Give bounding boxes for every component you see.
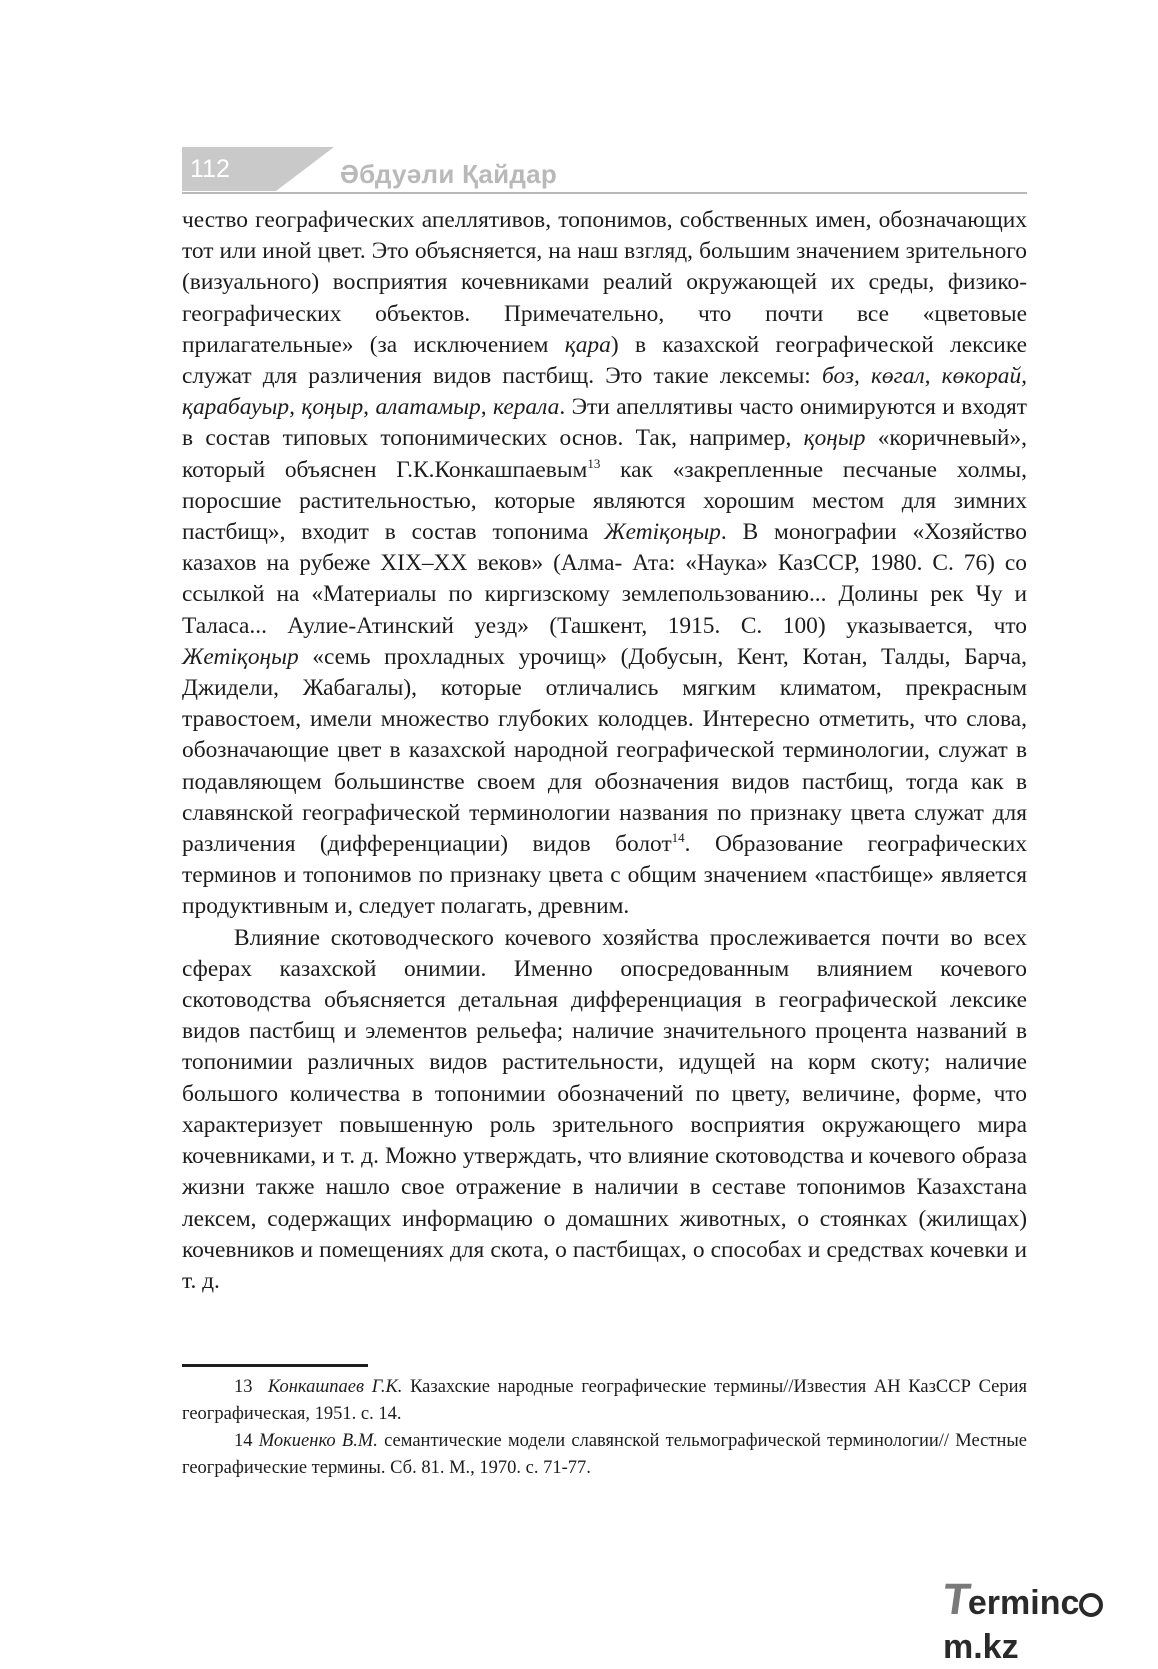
footnote-ref-13[interactable]: 13 xyxy=(587,455,601,471)
term-kara: қара xyxy=(564,331,611,358)
footnote-author: Мокиенко В.М. xyxy=(258,1431,378,1451)
lexeme-list: боз, көгал, көкорай, қарабауыр, қоңыр, алатамыр, керала xyxy=(182,363,1027,421)
toponym-zhetikonyr: Жетіқоңыр xyxy=(182,643,299,670)
footnote-ref-14[interactable]: 14 xyxy=(671,830,685,846)
footnote-13: 13 Конкашпаев Г.К. Казахские народные географические термины//Известия АН КазССР Серия географическая, 1951. с. 14. xyxy=(182,1377,1028,1424)
site-watermark: Termincm.kz xyxy=(943,1578,1143,1622)
body-text xyxy=(182,205,1027,1297)
page-number: 112 xyxy=(182,147,276,191)
footnote-14: 14 Мокиенко В.М. семантические модели славянской тельмографической терминологии// Местные географические термины. Сб. 81. М., 1970. с. 71-77. xyxy=(182,1431,1027,1478)
running-header-author: Әбдуәли Қайдар xyxy=(340,159,558,189)
header-wedge-decoration xyxy=(276,147,334,191)
magnifier-icon xyxy=(1079,1593,1103,1617)
running-header xyxy=(182,147,1027,193)
term-konyr: қоңыр xyxy=(803,425,866,452)
paragraph-1: чество географических апеллятивов, топонимов, собственных имен, обозначающих тот или иной цвет. Это объясняется, на наш взгляд, большим значением зрительного (визуального) восприятия кочевниками реалий окружающей их среды, физико-географических объектов. Примечательно, что почти все «цветовые прилагательные» (за исключением қара) в казахской географической лексике служат для различения видов пастбищ. Это такие лексемы: боз, көгал, көкорай, қарабауыр, қоңыр, алатамыр, керала. Эти апеллятивы часто онимируются и входят в состав типовых топонимических основ. Так, например, қоңыр «коричневый», который объяснен Г.К.Конкашпаевым$^{13}$ как «закрепленные песчаные холмы, поросшие растительностью, которые являются хорошим местом для зимних пастбищ», входит в состав топонима Жетіқоңыр. В монографии «Хозяйство казахов на рубеже XIX–XX веков» (Алма- Ата: «Наука» КазССР, 1980. С. 76) со ссылкой на «Материалы по киргизскому землепользованию... Долины рек Чу и Таласа... Аулие-Атинский уезд» (Ташкент, 1915. С. 100) указывается, что Жетіқоңыр «семь прохладных урочищ» (Добусын, Кент, Котан, Талды, Барча, Джидели, Жабагалы), которые отличались мягким климатом, прекрасным травостоем, имели множество глубоких колодцев. Интересно отметить, что слова, обозначающие цвет в казахской народной географической терминологии, служат в подавляющем большинстве своем для обозначения видов пастбищ, тогда как в славянской географической терминологии названия по признаку цвета служат для различения (дифференциации) видов болот$^{14}$. Образование географических терминов и топонимов по признаку цвета с общим значением «пастбище» является продуктивным и, следует полагать, древним. xyxy=(182,207,1028,920)
footnote-author: Конкашпаев Г.К. xyxy=(267,1377,403,1397)
toponym-zhetikonyr: Жетіқоңыр xyxy=(604,519,721,546)
paragraph-2: Влияние скотоводческого кочевого хозяйства прослеживается почти во всех сферах казахской онимии. Именно опосредованным влиянием кочевого скотоводства объясняется детальная дифференциация в географической лексике видов пастбищ и элементов рельефа; наличие значительного процента названий в топонимии различных видов растительности, идущей на корм скоту; наличие большого количества в топонимии обозначений по цвету, величине, форме, что характеризует повышенную роль зрительного восприятия окружающего мира кочевниками, и т. д. Можно утверждать, что влияние скотоводства и кочевого образа жизни также нашло свое отражение в наличии в сеставе топонимов Казахстана лексем, содержащих информацию о домашних животных, о стоянках (жилищах) кочевников и помещениях для скота, о пастбищах, о способах и средствах кочевки и т. д. xyxy=(182,924,1027,1294)
footnote-separator xyxy=(182,1364,368,1367)
header-rule xyxy=(182,192,1027,194)
footnotes xyxy=(182,1374,1027,1482)
